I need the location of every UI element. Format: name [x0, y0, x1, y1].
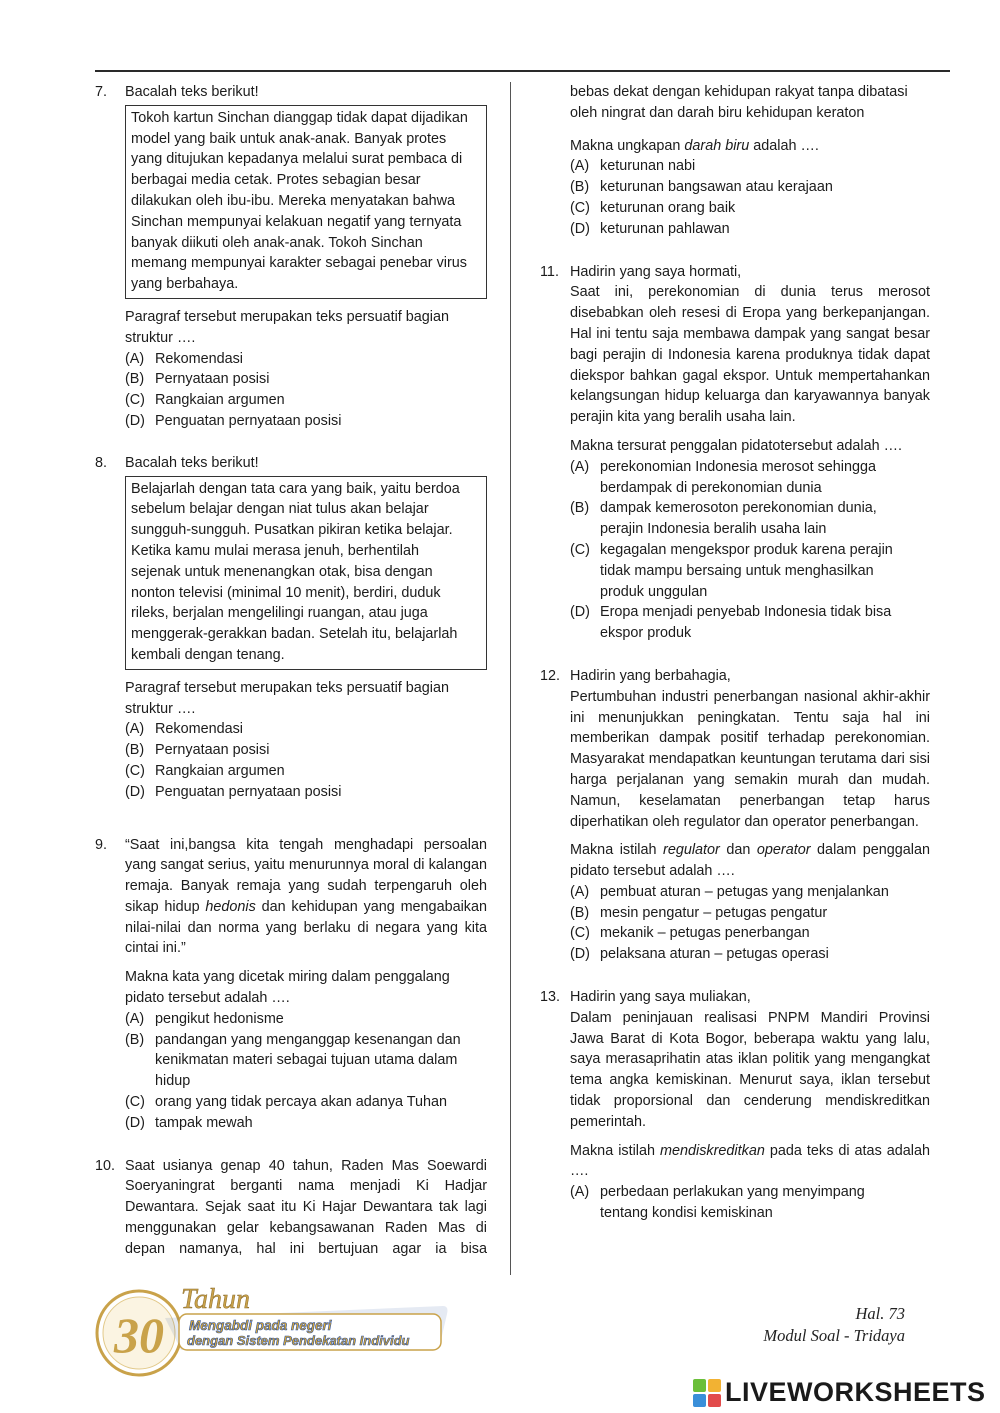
question-number: 11. — [540, 263, 559, 280]
option-text: Pernyataan posisi — [155, 742, 270, 759]
question-number: 13. — [540, 989, 561, 1006]
option-b[interactable] — [570, 498, 930, 540]
option-label: (D) — [570, 220, 590, 237]
text-line: sungguh-sungguh. Pusatkan pikiran ketika belajar. — [131, 522, 453, 539]
text-line: kembali dengan tenang. — [131, 646, 285, 663]
question-number: 10. — [95, 1157, 116, 1174]
option-c[interactable] — [125, 390, 487, 411]
right-column — [540, 82, 930, 1224]
option-label: (A) — [570, 458, 590, 475]
option-text: berdampak di perekonomian dunia — [600, 479, 822, 496]
option-text: ekspor produk — [600, 625, 692, 642]
option-text: produk unggulan — [600, 583, 708, 600]
option-b[interactable] — [125, 740, 487, 761]
option-text: perekonomian Indonesia merosot sehingga — [600, 458, 877, 475]
option-text: Pernyataan posisi — [155, 371, 270, 388]
question-number: 8. — [95, 454, 108, 471]
option-text: pandangan yang menganggap kesenangan dan — [155, 1031, 461, 1048]
option-label: (C) — [125, 392, 145, 409]
option-text: perajin Indonesia beralih usaha lain — [600, 521, 827, 538]
question-text: Saat usianya genap 40 tahun, Raden Mas Soewardi Soeryaningrat berganti nama menjadi Ki Hadjar Dewantara. Sejak saat itu Ki Hajar Dewantara tak lagi menggunakan gelar kebangsawanan Raden Mas di depan namanya, hal ini bertujuan agar ia bisa — [125, 1157, 487, 1257]
italic-term: regulator — [663, 842, 720, 859]
option-a[interactable] — [125, 719, 487, 740]
question-prompt: pidato tersebut adalah …. — [125, 990, 290, 1007]
option-a[interactable] — [125, 349, 487, 370]
option-text: tampak mewah — [155, 1114, 253, 1131]
option-label: (D) — [125, 783, 145, 800]
header-rule — [95, 70, 950, 72]
question-prompt: Paragraf tersebut merupakan teks persuatif bagian — [125, 679, 449, 696]
option-a[interactable] — [570, 882, 930, 903]
option-a[interactable] — [570, 457, 930, 499]
logo-word: Tahun — [181, 1284, 251, 1315]
prompt-text: pada teks di atas adalah …. — [570, 1142, 931, 1180]
reading-text-box — [125, 105, 487, 299]
option-text: Rangkaian argumen — [155, 762, 285, 779]
question-7 — [95, 82, 487, 432]
question-intro: Bacalah teks berikut! — [125, 454, 259, 471]
prompt-text: Makna istilah — [570, 1142, 661, 1159]
page-number: Hal. 73 — [855, 1304, 905, 1323]
text-line: oleh ningrat dan darah biru kehidupan keraton — [570, 104, 865, 121]
option-label: (B) — [570, 904, 590, 921]
option-label: (A) — [570, 1184, 590, 1201]
option-text: tentang kondisi kemiskinan — [600, 1205, 773, 1222]
option-label: (A) — [125, 1010, 145, 1027]
question-number: 9. — [95, 836, 108, 853]
option-label: (B) — [570, 179, 590, 196]
page-footer — [745, 1303, 905, 1347]
text-line: rileks, berjalan mengelilingi ruangan, atau juga — [131, 605, 428, 622]
text-line: nonton televisi (minimal 10 menit), berdiri, duduk — [131, 584, 441, 601]
option-label: (C) — [125, 1094, 145, 1111]
anniversary-logo — [95, 1278, 450, 1388]
option-b[interactable] — [125, 369, 487, 390]
column-divider — [510, 82, 511, 1275]
question-11 — [540, 262, 930, 644]
speech-text: Pertumbuhan industri penerbangan nasional akhir-akhir ini menunjukkan peningkatan. Tentu saja hal ini memberikan dampak positif terhadap perekonomian. Masyarakat mendapatkan keuntungan terutama dari sisi harga perjalanan yang semakin murah dan mudah. Namun, keselamatan penerbangan tetap harus diperhatikan oleh regulator dan operator penerbangan. — [570, 688, 930, 830]
question-number: 7. — [95, 84, 108, 100]
option-d[interactable] — [570, 219, 930, 240]
speech-greeting: Hadirin yang saya muliakan, — [570, 989, 751, 1006]
prompt-text: Makna ungkapan — [570, 137, 685, 154]
text-line: Sinchan mempunyai kelakuan negatif yang ternyata — [131, 213, 462, 230]
option-text: kegagalan mengekspor produk karena perajin — [600, 541, 893, 558]
option-d[interactable] — [125, 782, 487, 803]
option-label: (B) — [570, 500, 590, 517]
speech-text: Saat ini, perekonomian di dunia terus merosot disebabkan oleh resesi di Eropa yang berkepanjangan. Hal ini tentu saja membawa dampak yang sangat besar bagi perajin di Indonesia karena produknya tidak dapat diekspor bahkan gagal ekspor. Untuk mempertahankan kelangsungan hidup keluarga dan karyawannya banyak perajin kita yang beralih usaha lain. — [570, 284, 930, 426]
option-text: Penguatan pernyataan posisi — [155, 783, 342, 800]
question-10-continued — [540, 82, 930, 240]
speech-text: Dalam peninjauan realisasi PNPM Mandiri Provinsi Jawa Barat di Kota Bogor, beberapa waktu yang lalu, saya merasaprihatin atas iklan politik yang mengangkat tema angka kemiskinan. Menurut saya, iklan tersebut tidak proporsional dan cenderung mendiskreditkan pemerintah. — [570, 1009, 930, 1130]
italic-term: operator — [756, 842, 811, 859]
logo-number: 30 — [114, 1307, 164, 1363]
option-text: orang yang tidak percaya akan adanya Tuhan — [155, 1094, 448, 1111]
option-label: (D) — [570, 946, 590, 963]
brand-name: LIVEWORKSHEETS — [725, 1377, 986, 1407]
option-label: (C) — [570, 541, 590, 558]
question-intro: Bacalah teks berikut! — [125, 84, 259, 100]
option-text: keturunan orang baik — [600, 199, 736, 216]
speech-text: “Saat ini,bangsa kita tengah menghadapi persoalan yang sangat serius, yaitu menurunnya moral di kalangan remaja. Banyak remaja yang sudah terpengaruh oleh sikap hidup — [125, 836, 487, 915]
option-b[interactable] — [125, 1030, 487, 1092]
option-text: dampak kemerosoton perekonomian dunia, — [600, 500, 877, 517]
option-a[interactable] — [570, 156, 930, 177]
option-text: hidup — [155, 1073, 191, 1090]
option-d[interactable] — [125, 411, 487, 432]
question-prompt: Paragraf tersebut merupakan teks persuatif bagian — [125, 308, 449, 325]
option-label: (D) — [570, 604, 590, 621]
prompt-text: dalam penggalan pidato tersebut adalah …. — [570, 842, 931, 880]
option-label: (D) — [125, 412, 145, 429]
text-line: memang mempunyai karakter sebagai penebar virus — [131, 255, 467, 272]
italic-term: hedonis — [205, 898, 256, 915]
option-text: pembuat aturan – petugas yang menjalankan — [600, 883, 889, 900]
question-10 — [95, 1156, 487, 1260]
option-label: (A) — [125, 721, 145, 738]
question-number: 12. — [540, 667, 561, 684]
option-c[interactable] — [570, 198, 930, 219]
option-label: (A) — [570, 883, 590, 900]
text-line: Ketika kamu mulai merasa jenuh, berhentilah — [131, 542, 419, 559]
option-label: (A) — [570, 158, 590, 175]
option-text: Rangkaian argumen — [155, 392, 285, 409]
left-column — [95, 82, 487, 1260]
option-label: (B) — [125, 1031, 145, 1048]
option-text: keturunan pahlawan — [600, 220, 730, 237]
question-prompt: Makna tersurat penggalan pidatotersebut adalah …. — [570, 437, 903, 454]
option-label: (D) — [125, 1114, 145, 1131]
text-line: yang ditujukan kepadanya melalui surat pembaca di — [131, 151, 463, 168]
question-prompt — [570, 840, 930, 882]
text-line: sejenak untuk menenangkan otak, bisa dengan — [131, 563, 433, 580]
question-prompt: struktur …. — [125, 700, 196, 717]
reading-text-box — [125, 476, 487, 670]
question-prompt: struktur …. — [125, 329, 196, 346]
logo-tagline-2: dengan Sistem Pendekatan Individu — [187, 1333, 410, 1348]
module-title: Modul Soal - Tridaya — [763, 1326, 905, 1345]
question-9 — [95, 835, 487, 1134]
option-label: (A) — [125, 350, 145, 367]
option-text: mekanik – petugas penerbangan — [600, 925, 810, 942]
text-line: Belajarlah dengan tata cara yang baik, yaitu berdoa — [131, 480, 460, 497]
option-text: mesin pengatur – petugas pengatur — [600, 904, 828, 921]
option-c[interactable] — [125, 1092, 487, 1113]
option-text: pengikut hedonisme — [155, 1010, 284, 1027]
option-text: keturunan bangsawan atau kerajaan — [600, 179, 833, 196]
italic-term: mendiskreditkan — [660, 1142, 765, 1159]
option-text: Rekomendasi — [155, 350, 243, 367]
text-line: berbagai media cetak. Protes sebagian besar — [131, 172, 421, 189]
speech-greeting: Hadirin yang saya hormati, — [570, 263, 742, 280]
option-text: keturunan nabi — [600, 158, 696, 175]
text-line: sebelum belajar dengan niat tulus akan belajar — [131, 501, 429, 518]
option-c[interactable] — [570, 923, 930, 944]
text-line: model yang baik untuk anak-anak. Banyak protes — [131, 130, 447, 147]
text-line: dilakukan oleh ibu-ibu. Mereka menyatakan bahwa — [131, 192, 455, 209]
logo-tagline-1: Mengabdi pada negeri — [189, 1318, 332, 1333]
question-13 — [540, 987, 930, 1224]
liveworksheets-brand[interactable] — [692, 1377, 986, 1408]
option-text: pelaksana aturan – petugas operasi — [600, 946, 829, 963]
option-label: (C) — [570, 925, 590, 942]
question-prompt — [570, 136, 930, 157]
option-text: tidak mampu bersaing untuk menghasilkan — [600, 562, 874, 579]
option-b[interactable] — [570, 177, 930, 198]
liveworksheets-logo-icon — [692, 1378, 722, 1408]
text-line: banyak diikuti oleh anak-anak. Tokoh Sinchan — [131, 234, 423, 251]
option-d[interactable] — [570, 944, 930, 965]
option-d[interactable] — [570, 602, 930, 644]
option-label: (C) — [570, 199, 590, 216]
speech-greeting: Hadirin yang berbahagia, — [570, 667, 731, 684]
option-d[interactable] — [125, 1113, 487, 1134]
option-c[interactable] — [570, 540, 930, 602]
text-line: Tokoh kartun Sinchan dianggap tidak dapat dijadikan — [131, 109, 468, 126]
prompt-text: adalah …. — [749, 137, 819, 154]
option-label: (B) — [125, 742, 145, 759]
option-text: perbedaan perlakukan yang menyimpang — [600, 1184, 865, 1201]
text-line: menggerak-gerakkan badan. Setelah itu, belajarlah — [131, 626, 458, 643]
option-b[interactable] — [570, 903, 930, 924]
question-prompt: Makna kata yang dicetak miring dalam penggalang — [125, 969, 450, 986]
option-text: Penguatan pernyataan posisi — [155, 412, 342, 429]
option-text: Eropa menjadi penyebab Indonesia tidak bisa — [600, 604, 892, 621]
question-12 — [540, 666, 930, 965]
text-line: bebas dekat dengan kehidupan rakyat tanpa dibatasi — [570, 84, 908, 100]
option-c[interactable] — [125, 761, 487, 782]
option-a[interactable] — [570, 1182, 930, 1224]
prompt-text: dan — [719, 842, 757, 859]
question-8 — [95, 453, 487, 803]
question-prompt — [570, 1141, 930, 1183]
speech-text: dan kehidupan yang mengabaikan nilai-nilai dan norma yang berlaku di negara yang kita cintai ini.” — [125, 898, 487, 957]
prompt-text: Makna istilah — [570, 842, 664, 859]
speech-excerpt — [125, 835, 487, 960]
option-a[interactable] — [125, 1009, 487, 1030]
option-label: (C) — [125, 762, 145, 779]
option-label: (B) — [125, 371, 145, 388]
italic-term: darah biru — [684, 137, 750, 154]
text-line: yang berbahaya. — [131, 276, 239, 293]
option-text: Rekomendasi — [155, 721, 243, 738]
option-text: kenikmatan materi sebagai tujuan utama dalam — [155, 1052, 458, 1069]
